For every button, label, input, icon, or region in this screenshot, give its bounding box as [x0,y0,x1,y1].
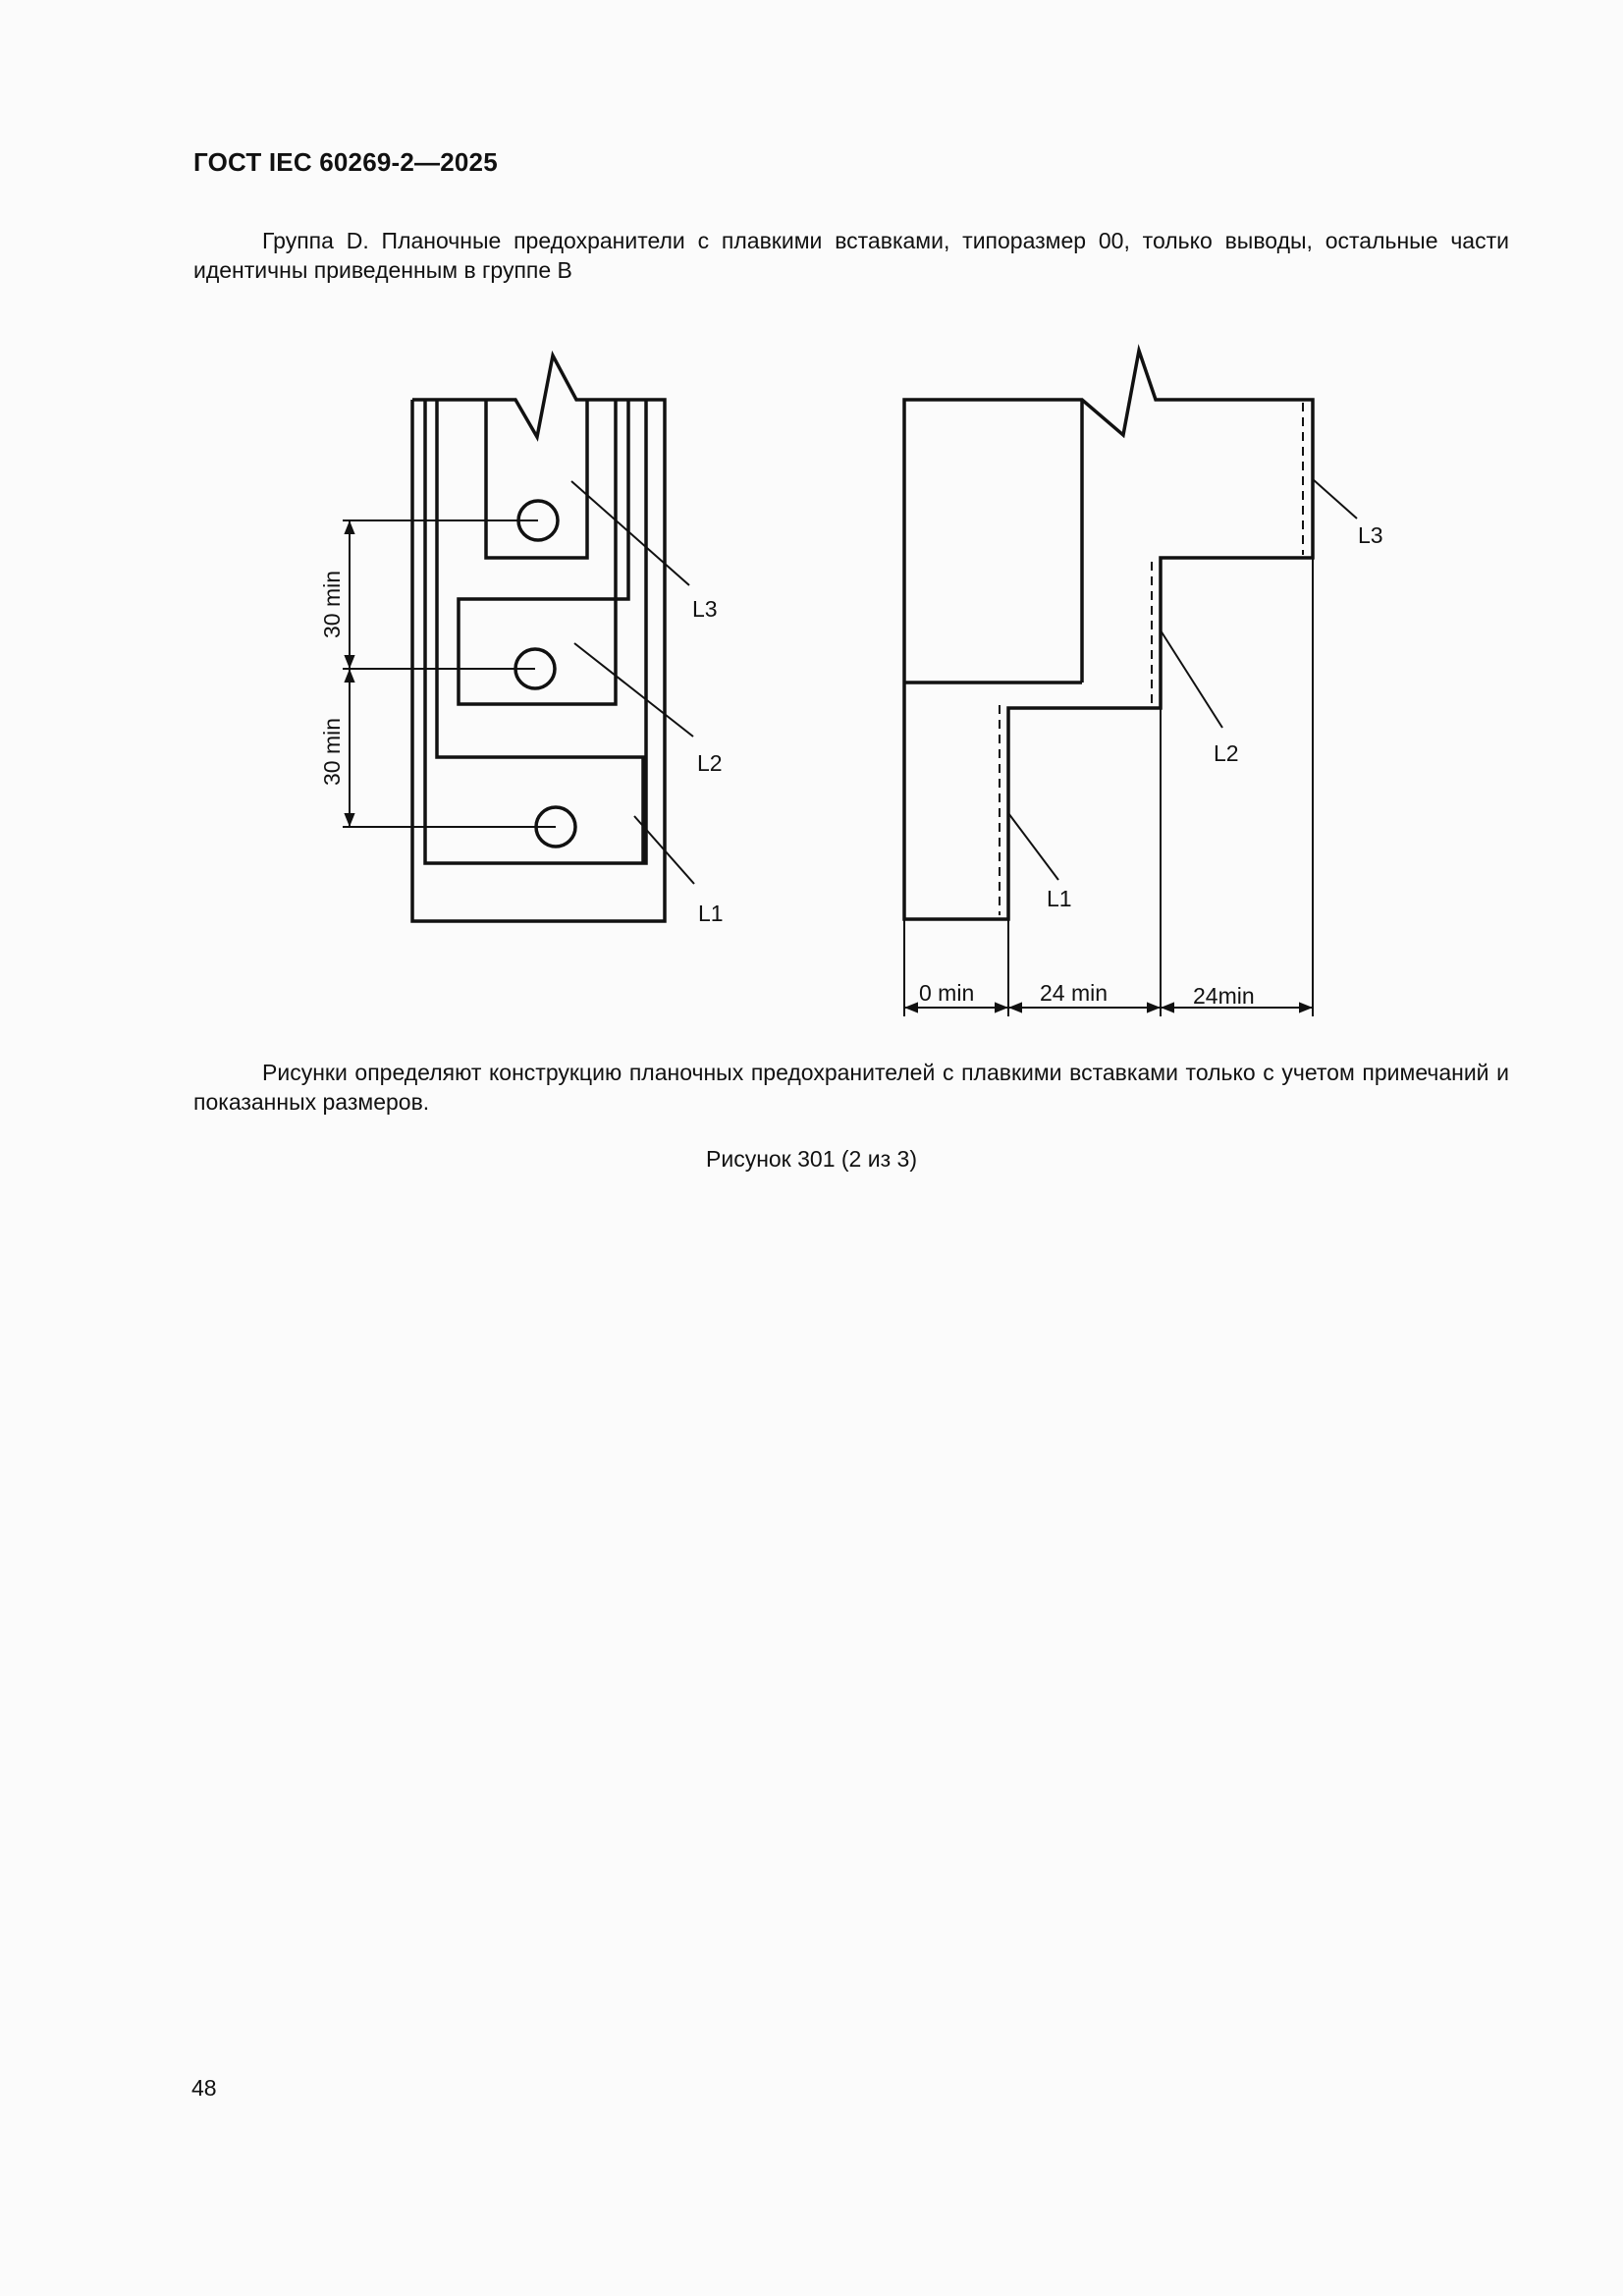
l2-terminal [459,400,628,704]
document-header: ГОСТ IEC 60269-2—2025 [193,147,498,177]
note-paragraph: Рисунки определяют конструкцию планочных предохранителей с плавкими вставками только с учетом примечаний и показанных размеров. [193,1060,1509,1115]
left-view [412,355,665,921]
right-view [904,351,1313,919]
right-dim-first: 0 min [919,980,975,1006]
l3-terminal [486,400,587,558]
left-dimensions [343,481,694,884]
right-label-l3: L3 [1358,522,1383,548]
page-number: 48 [191,2075,217,2101]
right-dim-second: 24 min [1040,980,1109,1006]
right-label-l2: L2 [1214,740,1239,766]
right-profile [904,351,1313,919]
left-label-l2: L2 [697,750,723,776]
left-label-l1: L1 [698,901,724,926]
right-dim-third: 24min [1193,983,1255,1009]
figure-caption: Рисунок 301 (2 из 3) [706,1146,917,1172]
left-label-l3: L3 [692,596,718,622]
left-dim-lower: 30 min [319,717,345,786]
right-dimensions [904,479,1357,1016]
intro-paragraph: Группа D. Планочные предохранители с плавкими вставками, типоразмер 00, только выводы, остальные части идентичны приведенным в группе В [193,228,1509,283]
right-dashed-edges [1000,403,1303,915]
l1-terminal [437,400,643,863]
left-dim-upper: 30 min [319,570,345,638]
fuse-terminal-drawing [0,0,1623,1041]
right-label-l1: L1 [1047,886,1072,911]
